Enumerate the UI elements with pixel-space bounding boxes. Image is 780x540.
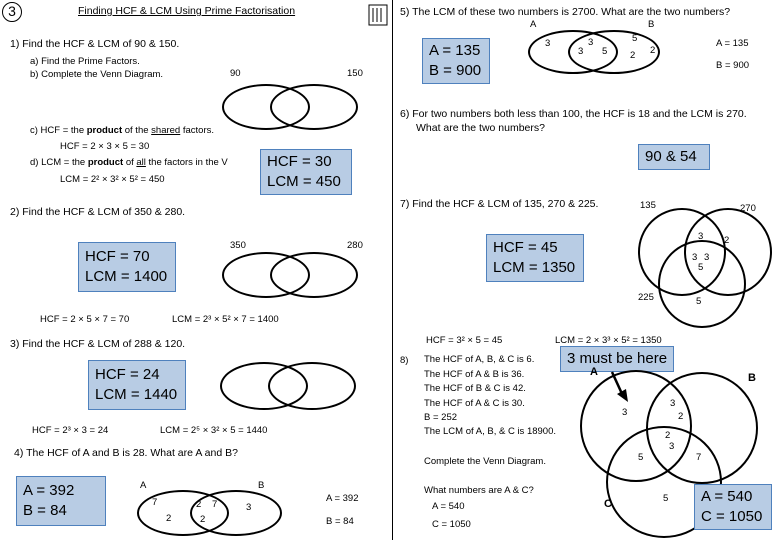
q8-answer-c: C = 1050: [701, 508, 763, 525]
q6-title-line1: 6) For two numbers both less than 100, the HCF is 18 and the LCM is 270.: [400, 108, 747, 120]
q1-part-c: c) HCF = the product of the shared factors.: [30, 125, 215, 136]
q8-line-3: The HCF of B & C is 42.: [424, 383, 526, 394]
q3-title: 3) Find the HCF & LCM of 288 & 120.: [10, 338, 186, 350]
q8-venn-value-3b: 3: [670, 398, 676, 409]
q7-right-value-2: 2: [724, 235, 730, 246]
q7-label-270: 270: [740, 203, 756, 214]
column-divider: [392, 0, 393, 540]
q4-mid-region-value-2: 7: [212, 499, 218, 510]
q5-mid-region-value-2: 3: [578, 46, 584, 57]
q1-answer-box: [260, 149, 352, 195]
q5-answer-box: [422, 38, 490, 84]
q4-answer-b: B = 84: [23, 502, 67, 519]
q1-venn-right-circle: [270, 84, 358, 130]
badge-number: 3: [8, 3, 16, 19]
q2-title: 2) Find the HCF & LCM of 350 & 280.: [10, 206, 186, 218]
q8-venn-value-2b: 2: [665, 430, 671, 441]
q5-side-a: A = 135: [716, 38, 749, 49]
q1-hcf-calc: HCF = 2 × 3 × 5 = 30: [60, 141, 150, 152]
q5-title: 5) The LCM of these two numbers is 2700. What are the two numbers?: [400, 6, 731, 18]
q7-center-value-3b: 3: [692, 252, 698, 263]
q4-mid-region-value-3: 2: [200, 514, 206, 525]
q8-label-a: A: [590, 366, 598, 378]
q7-answer-box: [486, 234, 584, 282]
q8-c-value: C = 1050: [432, 519, 471, 530]
question-number-badge: [2, 2, 22, 22]
q7-answer-lcm: LCM = 1350: [493, 259, 576, 276]
q8-venn-value-3c: 3: [669, 441, 675, 452]
q4-label-a: A: [140, 480, 147, 491]
q6-title-line2: What are the two numbers?: [416, 122, 545, 134]
q3-hcf-calc: HCF = 2³ × 3 = 24: [32, 425, 109, 436]
q5-mid-region-value-3: 5: [602, 46, 608, 57]
q3-answer-box: [88, 360, 186, 410]
q5-answer-a: A = 135: [429, 42, 481, 59]
q5-left-region-value: 3: [545, 38, 551, 49]
q2-venn-right-circle: [270, 252, 358, 298]
q3-answer-lcm: LCM = 1440: [95, 386, 178, 403]
q4-left-region-value: 7: [152, 497, 158, 508]
q8-line-2: The HCF of A & B is 36.: [424, 369, 525, 380]
q7-answer-hcf: HCF = 45: [493, 239, 558, 256]
q1-answer-hcf: HCF = 30: [267, 153, 332, 170]
q8-line-1: The HCF of A, B, & C is 6.: [424, 354, 535, 365]
page-title: Finding HCF & LCM Using Prime Factorisation: [78, 5, 296, 17]
q8-a-value: A = 540: [432, 501, 465, 512]
q2-hcf-calc: HCF = 2 × 5 × 7 = 70: [40, 314, 130, 325]
q5-right-region-value-2: 2: [630, 50, 636, 61]
q8-answer-a: A = 540: [701, 488, 753, 505]
q7-center-value-5: 5: [698, 262, 704, 273]
q2-venn-right-label: 280: [347, 240, 363, 251]
q6-answer: 90 & 54: [645, 148, 697, 165]
q8-venn-value-3a: 3: [622, 407, 628, 418]
q2-answer-lcm: LCM = 1400: [85, 268, 168, 285]
q2-venn-left-label: 350: [230, 240, 246, 251]
q8-venn-value-7: 7: [696, 452, 702, 463]
q7-title: 7) Find the HCF & LCM of 135, 270 & 225.: [400, 198, 599, 210]
q8-complete-instruction: Complete the Venn Diagram.: [424, 456, 546, 467]
q7-bottom-value-5: 5: [696, 296, 702, 307]
q8-venn-value-5b: 5: [663, 493, 669, 504]
q2-answer-hcf: HCF = 70: [85, 248, 150, 265]
q1-title: 1) Find the HCF & LCM of 90 & 150.: [10, 38, 180, 50]
q2-answer-box: [78, 242, 176, 292]
q4-answer-a: A = 392: [23, 482, 75, 499]
q8-label-c: C: [604, 498, 612, 510]
q5-far-right-value: 2: [650, 45, 656, 56]
q3-answer-hcf: HCF = 24: [95, 366, 160, 383]
q5-answer-b: B = 900: [429, 62, 482, 79]
q8-question: What numbers are A & C?: [424, 485, 534, 496]
q7-lcm-calc: LCM = 2 × 3³ × 5² = 1350: [555, 335, 662, 346]
q7-label-135: 135: [640, 200, 656, 211]
q8-answer-box: [694, 484, 772, 530]
q5-label-a: A: [530, 19, 537, 30]
q8-label-b: B: [748, 372, 756, 384]
q4-answer-box: [16, 476, 106, 526]
q7-hcf-calc: HCF = 3² × 5 = 45: [426, 335, 503, 346]
q4-right-region-value: 3: [246, 502, 252, 513]
q5-label-b: B: [648, 19, 655, 30]
calculator-icon: [368, 4, 388, 26]
q7-center-value-3c: 3: [704, 252, 710, 263]
q4-side-a: A = 392: [326, 493, 359, 504]
q4-title: 4) The HCF of A and B is 28. What are A and B?: [14, 447, 238, 459]
q4-venn-right-circle: [190, 490, 282, 536]
q8-number: 8): [400, 355, 409, 366]
q1-answer-lcm: LCM = 450: [267, 173, 341, 190]
q4-left-region-value-2: 2: [166, 513, 172, 524]
q3-venn-right-circle: [268, 362, 356, 410]
q1-part-d: d) LCM = the product of all the factors in the V: [30, 157, 228, 168]
q8-venn-value-5a: 5: [638, 452, 644, 463]
q8-line-6: The LCM of A, B, & C is 18900.: [424, 426, 557, 437]
q1-venn-left-label: 90: [230, 68, 241, 79]
q8-line-4: The HCF of A & C is 30.: [424, 398, 525, 409]
q8-line-5: B = 252: [424, 412, 458, 423]
q1-part-b: b) Complete the Venn Diagram.: [30, 69, 164, 80]
q7-center-value-3a: 3: [698, 231, 704, 242]
q7-venn-circle-225: [658, 240, 746, 328]
q5-mid-region-value-1: 3: [588, 37, 594, 48]
q4-mid-region-value-1: 2: [196, 499, 202, 510]
q1-part-a: a) Find the Prime Factors.: [30, 56, 140, 67]
q4-side-b: B = 84: [326, 516, 354, 527]
q2-lcm-calc: LCM = 2³ × 5² × 7 = 1400: [172, 314, 279, 325]
q8-venn-value-2a: 2: [678, 411, 684, 422]
q7-label-225: 225: [638, 292, 654, 303]
q6-answer-box: [638, 144, 710, 170]
q3-lcm-calc: LCM = 2⁵ × 3² × 5 = 1440: [160, 425, 268, 436]
q8-callout-text: 3 must be here: [567, 350, 668, 367]
q8-callout-box: [560, 346, 674, 372]
q5-right-region-value-1: 5: [632, 33, 638, 44]
q4-label-b: B: [258, 480, 265, 491]
q5-side-b: B = 900: [716, 60, 750, 71]
q1-venn-right-label: 150: [347, 68, 363, 79]
q1-lcm-calc: LCM = 2² × 3² × 5² = 450: [60, 174, 165, 185]
